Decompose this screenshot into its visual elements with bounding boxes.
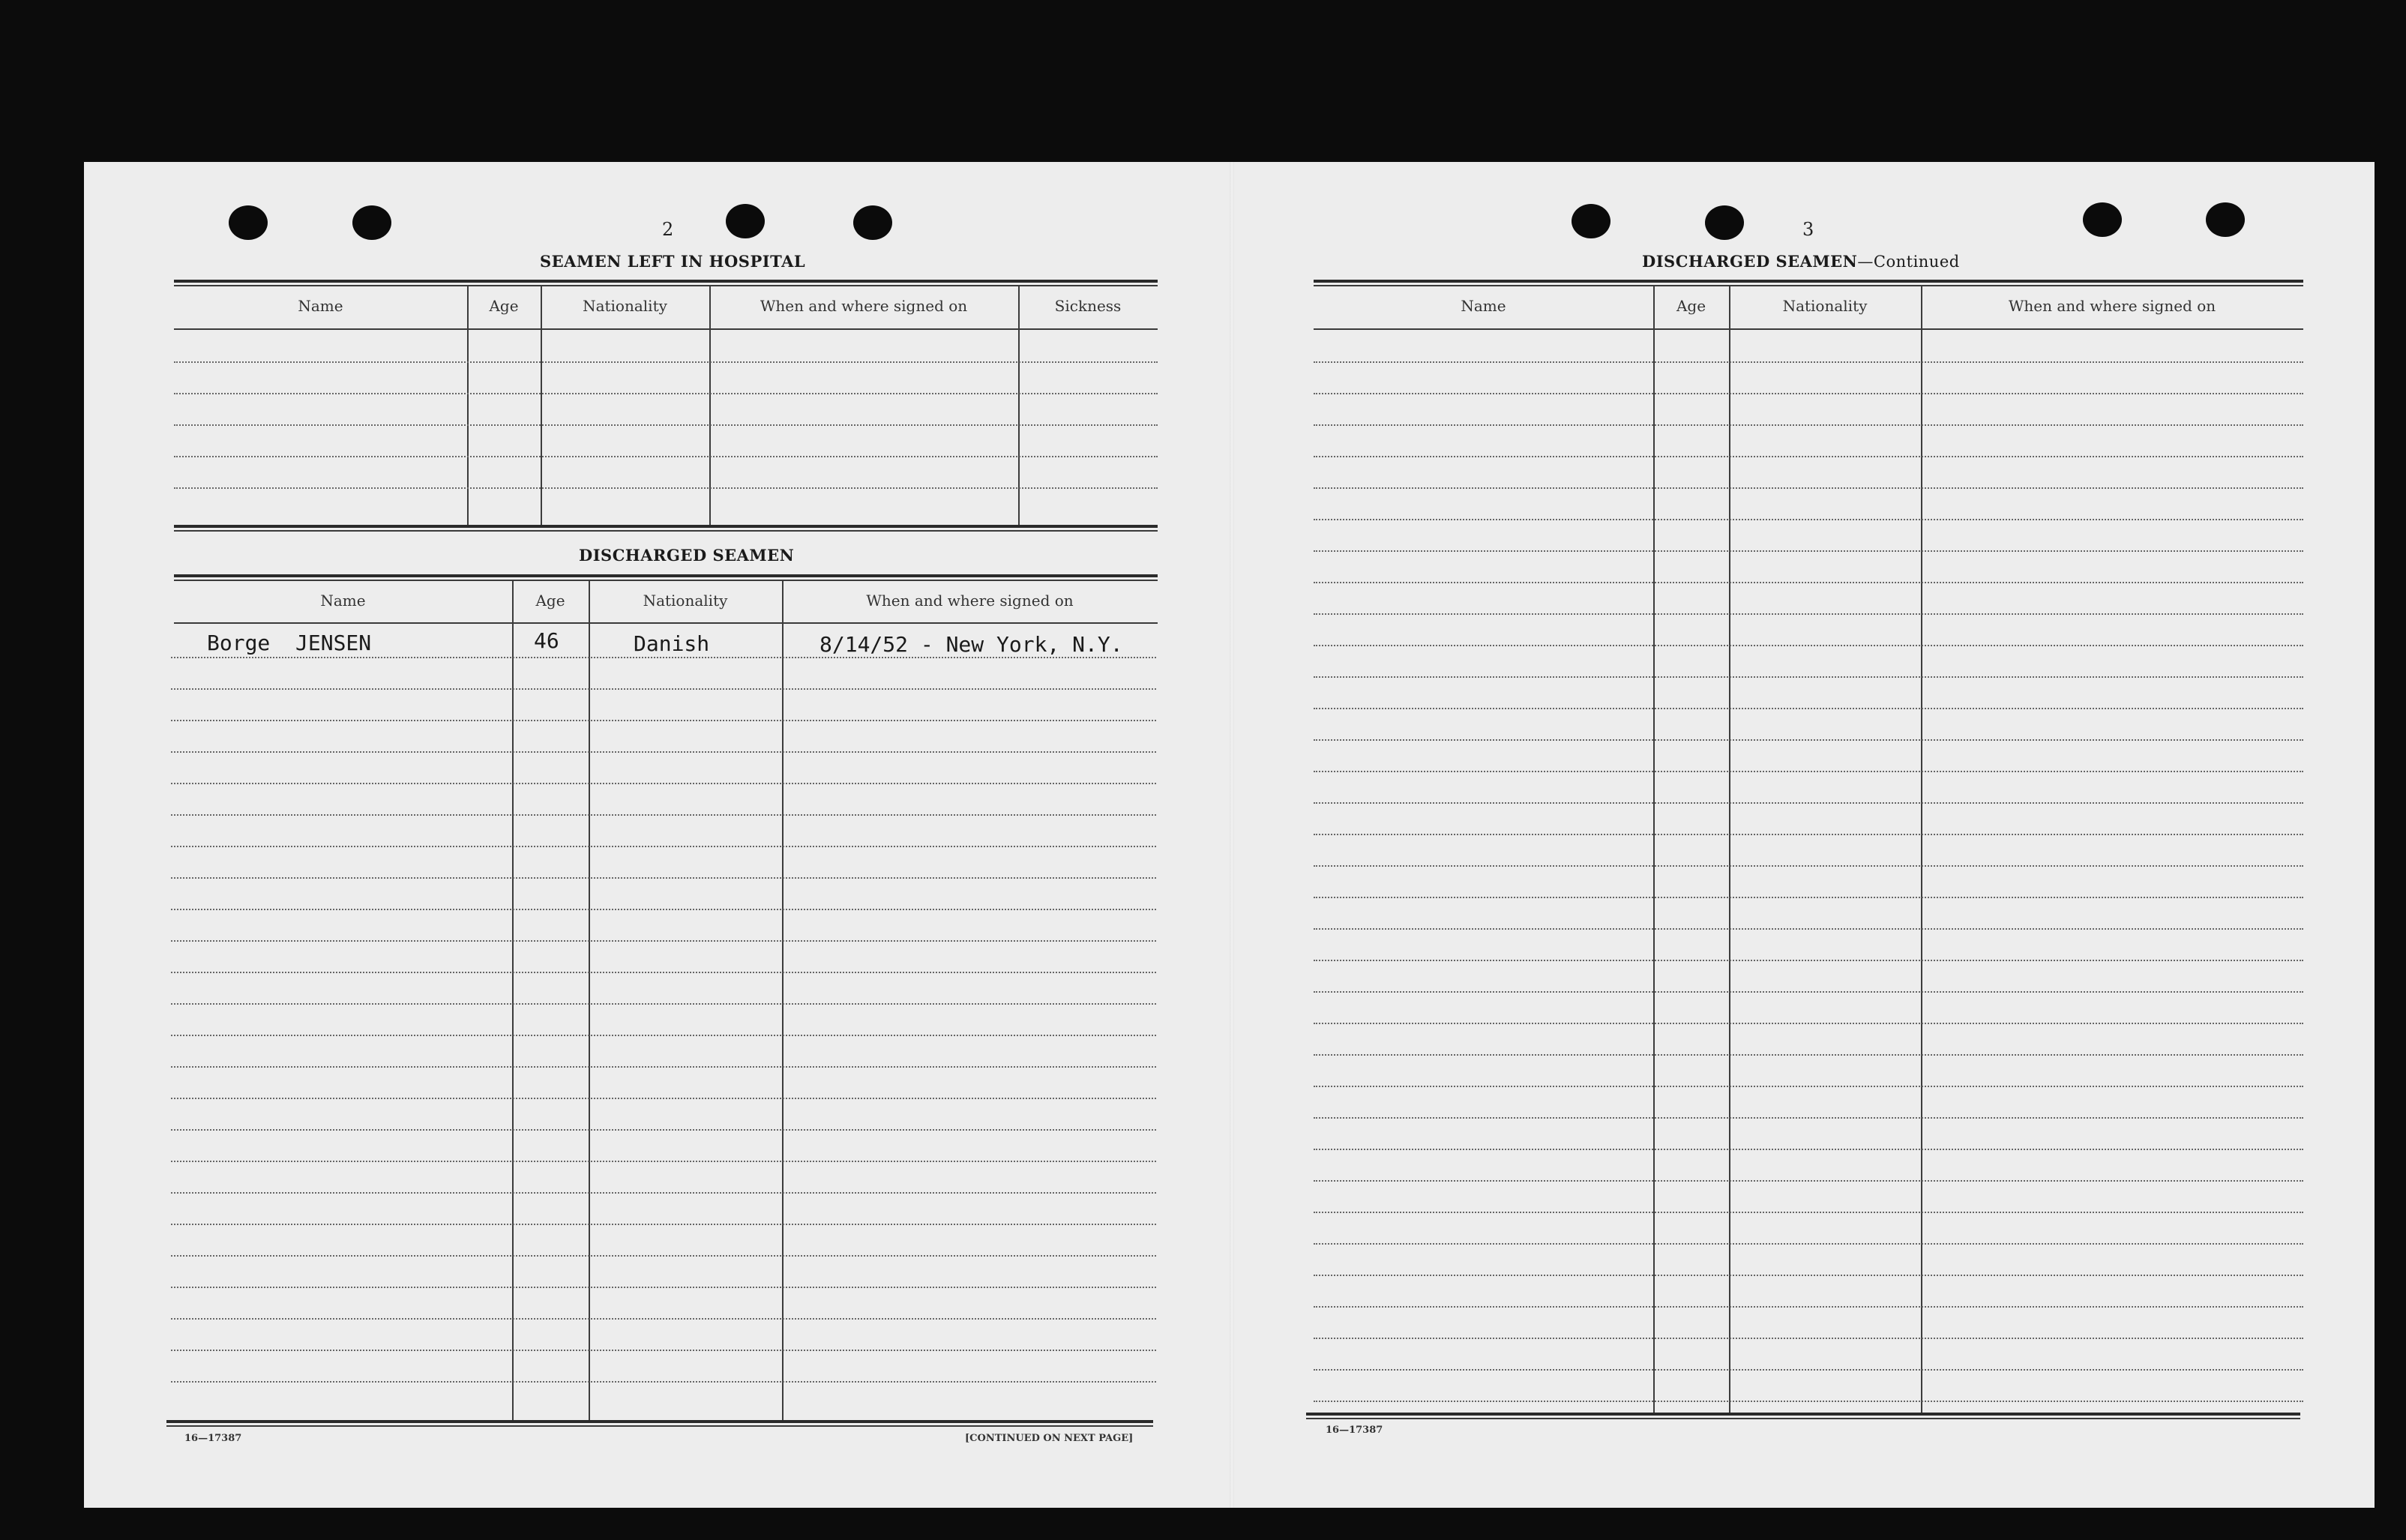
ruled-line [1314,424,2303,426]
punch-hole [1705,205,1744,240]
ruled-line [171,940,1156,942]
hospital-col-signed-on: When and where signed on [760,297,968,315]
ruled-line [1314,1306,2303,1308]
ruled-line [1314,708,2303,709]
ruled-line [1314,739,2303,741]
ruled-line [1314,1149,2303,1150]
ruled-line [171,783,1156,784]
ruled-line [1314,1117,2303,1119]
ruled-line [1314,1338,2303,1339]
page-fold [1230,162,1234,1508]
ruled-line [1314,1369,2303,1371]
ruled-line [1314,865,2303,867]
hospital-section-title: SEAMEN LEFT IN HOSPITAL [540,252,806,271]
form-number-right: 16—17387 [1326,1425,1383,1436]
ruled-line [171,1161,1156,1162]
ruled-line [174,424,1158,426]
ruled-line [171,1381,1156,1383]
ruled-line [1314,676,2303,678]
ruled-line [1314,802,2303,804]
punch-hole [2206,202,2245,237]
ruled-line [1314,1086,2303,1087]
ruled-line [1314,519,2303,520]
ruled-line [171,909,1156,910]
ruled-line [171,877,1156,879]
ruled-line [1314,771,2303,772]
ruled-line [1314,991,2303,993]
continued-title-suffix: —Continued [1857,253,1960,271]
hospital-col-sickness: Sickness [1054,297,1122,315]
ruled-line [1314,1180,2303,1182]
ruled-line [171,751,1156,753]
discharged-col-signed-on: When and where signed on [866,592,1074,610]
ruled-line [171,1192,1156,1194]
ruled-line [1314,1054,2303,1056]
ruled-line [1314,1243,2303,1245]
seaman-signed-on: 8/14/52 - New York, N.Y. [819,632,1123,657]
ruled-line [171,1098,1156,1099]
ruled-line [1314,834,2303,835]
seaman-nationality: Danish [634,631,710,656]
ruled-line [171,1255,1156,1257]
hospital-col-nationality: Nationality [583,297,667,315]
hospital-col-name: Name [298,297,343,315]
ruled-line [171,1318,1156,1320]
ruled-line [171,846,1156,847]
ruled-line [1314,613,2303,615]
ruled-line [174,456,1158,457]
ruled-line [1314,393,2303,394]
ruled-line [1314,456,2303,457]
discharged-section-title: DISCHARGED SEAMEN [579,546,795,565]
ruled-line [1314,582,2303,583]
hospital-col-age: Age [489,297,519,315]
ruled-line [1314,645,2303,646]
continued-col-nationality: Nationality [1782,297,1868,315]
ruled-line [1314,1275,2303,1276]
continued-col-signed-on: When and where signed on [2008,297,2216,315]
continued-note: [CONTINUED ON NEXT PAGE] [965,1433,1134,1444]
form-number-left: 16—17387 [184,1433,242,1444]
ruled-line [171,1224,1156,1225]
punch-hole [352,205,391,240]
ruled-line [171,972,1156,973]
ruled-line [1314,550,2303,552]
continued-col-name: Name [1461,297,1506,315]
punch-hole [2083,202,2122,237]
continued-title-main: DISCHARGED SEAMEN [1642,252,1858,271]
continued-section-title [1642,252,1960,271]
page-number-right: 3 [1802,219,1814,240]
ruled-line [171,814,1156,816]
discharged-col-nationality: Nationality [643,592,728,610]
ruled-line [171,688,1156,690]
ruled-line [171,1350,1156,1351]
ruled-line [174,361,1158,363]
ruled-line [171,1287,1156,1288]
ruled-line [171,1035,1156,1036]
punch-hole [853,205,892,240]
ruled-line [174,487,1158,489]
ruled-line [1314,1023,2303,1024]
ruled-line [1314,1401,2303,1402]
punch-hole [229,205,268,240]
punch-hole [1572,204,1610,238]
ruled-line [1314,487,2303,489]
page-number-left: 2 [662,219,674,240]
ruled-line [171,720,1156,721]
discharged-col-age: Age [535,592,565,610]
punch-hole [726,204,765,238]
seaman-age: 46 [534,628,559,653]
seaman-name: Borge JENSEN [207,631,372,655]
ruled-line [171,1129,1156,1131]
ruled-line [1314,960,2303,961]
ruled-line [1314,897,2303,898]
ruled-line [171,657,1156,658]
ruled-line [1314,928,2303,930]
continued-col-age: Age [1676,297,1706,315]
discharged-col-name: Name [320,592,366,610]
ruled-line [171,1066,1156,1068]
ruled-line [1314,361,2303,363]
ruled-line [1314,1212,2303,1213]
ruled-line [174,393,1158,394]
ruled-line [171,1003,1156,1005]
